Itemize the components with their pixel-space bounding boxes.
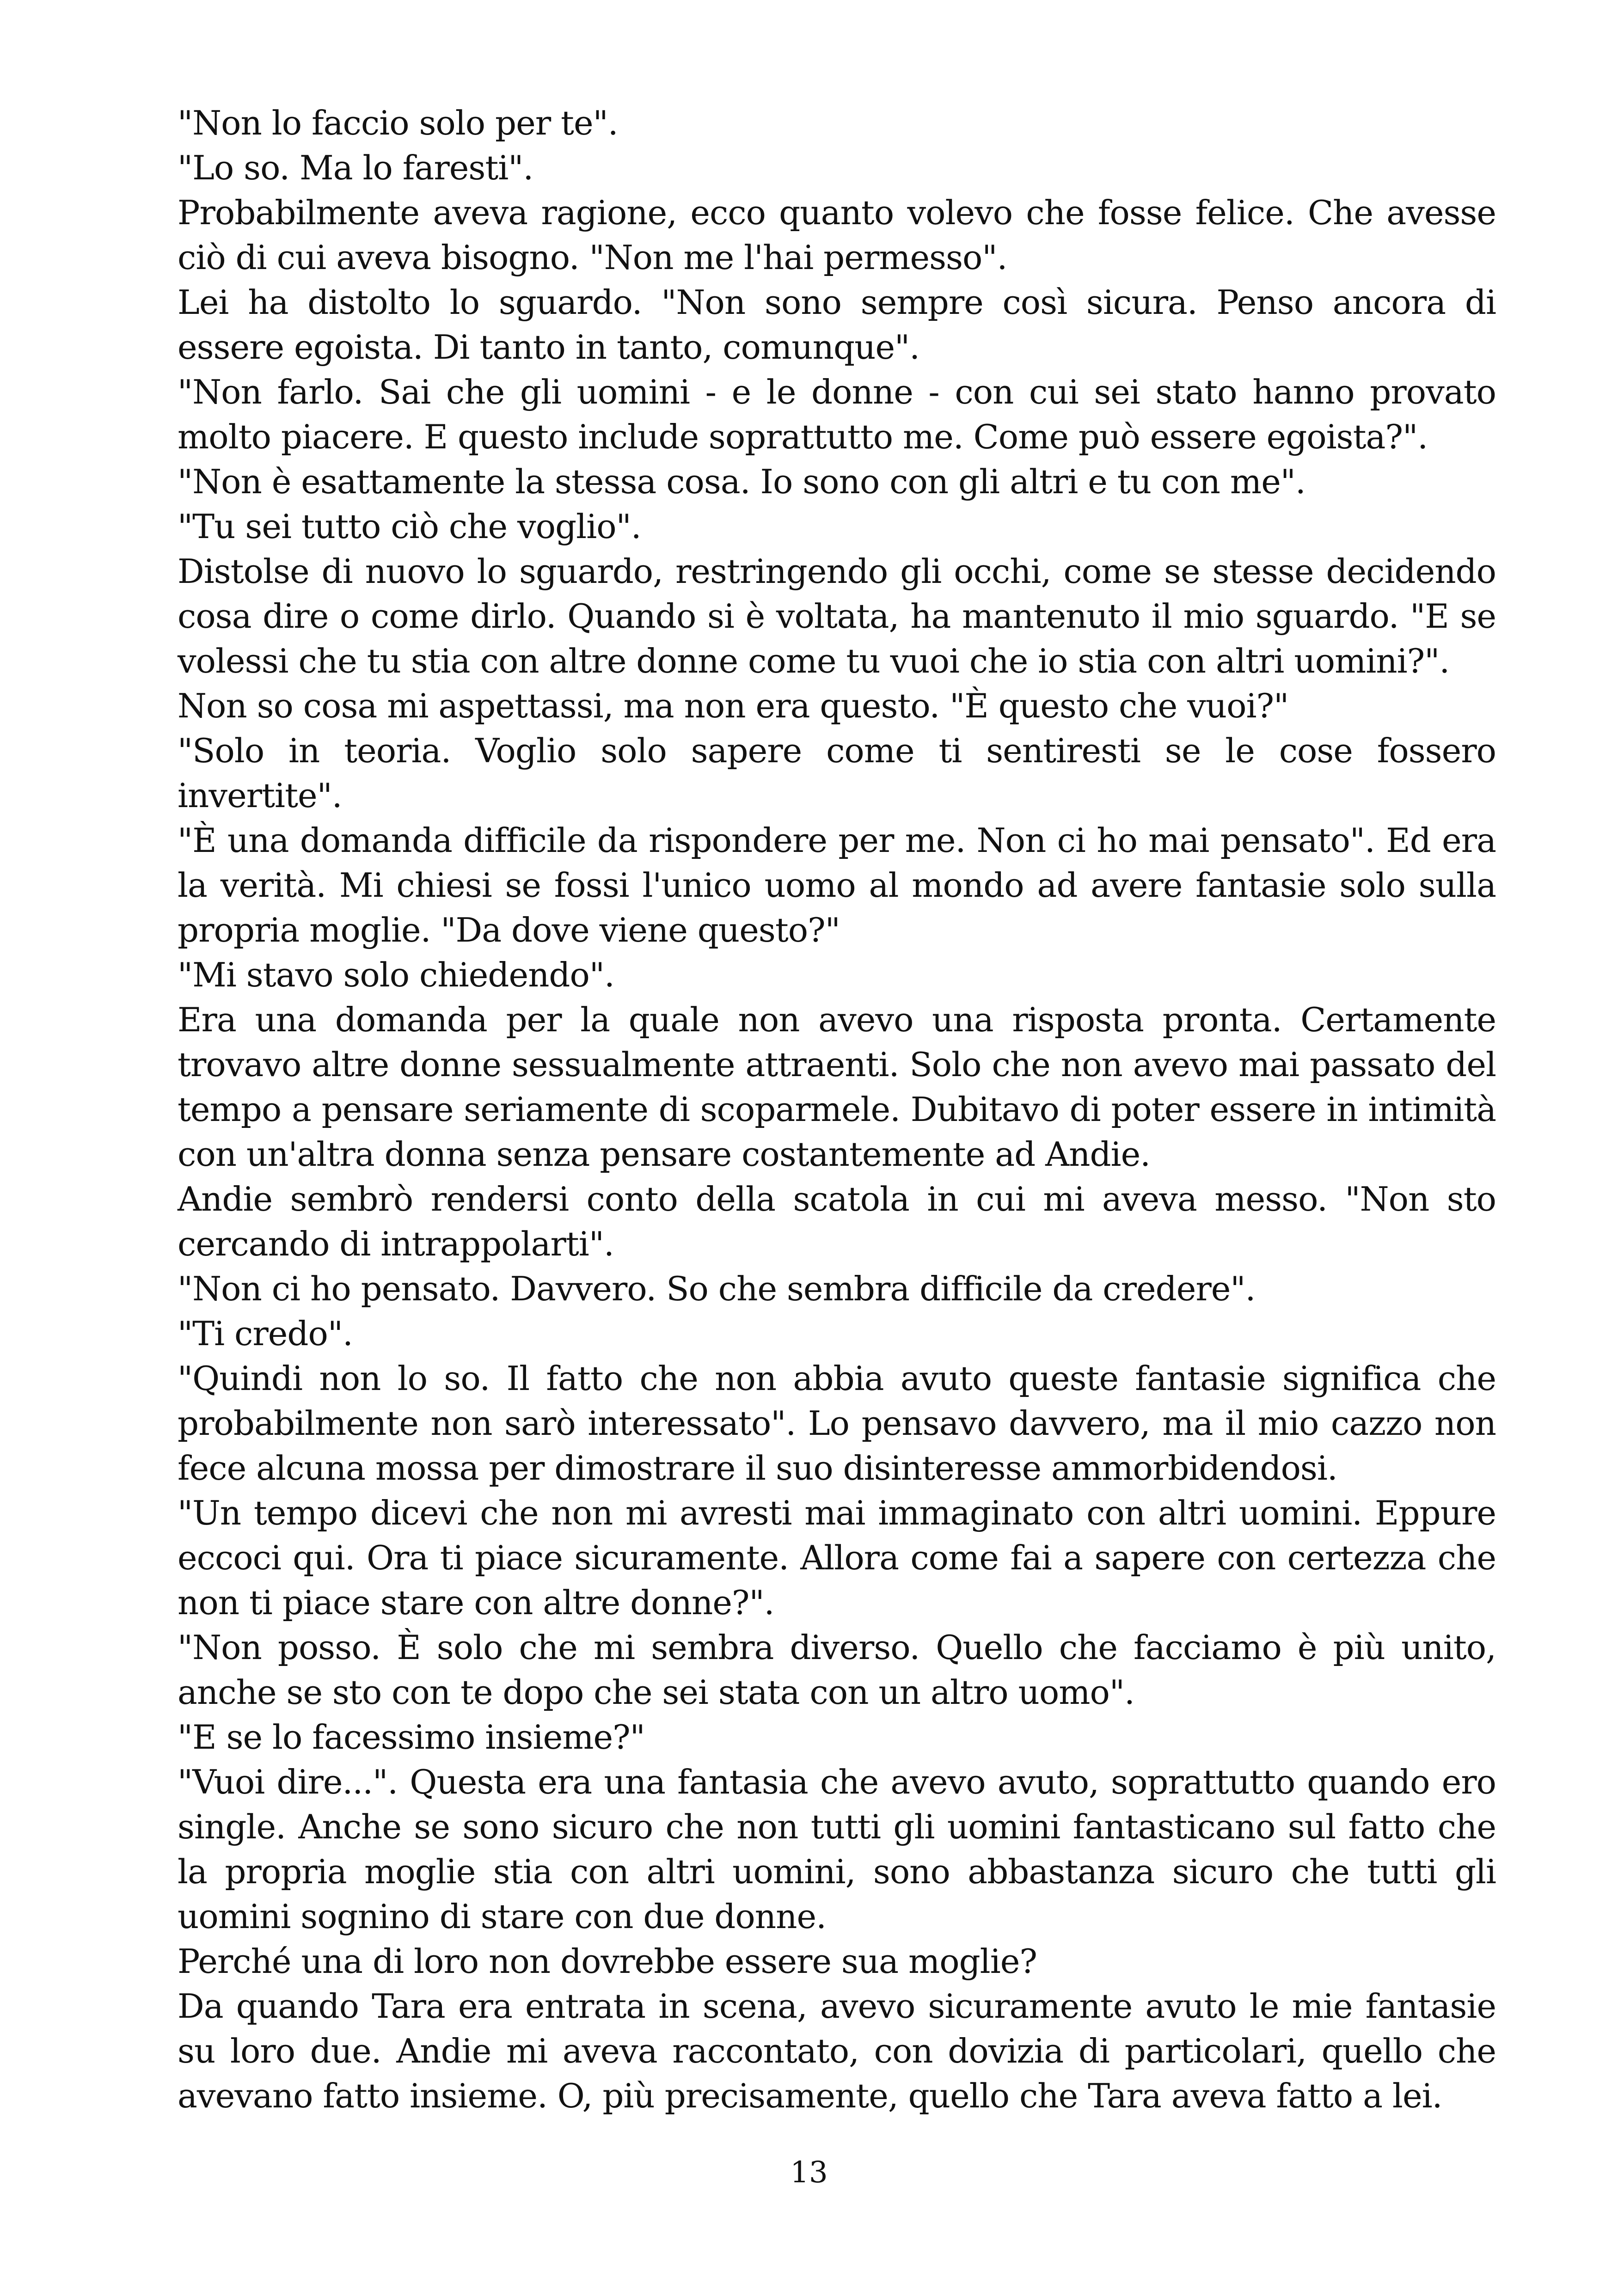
paragraph: "Un tempo dicevi che non mi avresti mai immaginato con altri uomini. Eppure eccoci qui. Ora ti piace sicuramente. Allora come fai a sapere con certezza che non ti piace stare con altre donne?".: [178, 1494, 1496, 1622]
paragraph: Probabilmente aveva ragione, ecco quanto volevo che fosse felice. Che avesse ciò di cui aveva bisogno. "Non me l'hai permesso".: [178, 193, 1496, 277]
paragraph: "Non posso. È solo che mi sembra diverso. Quello che facciamo è più unito, anche se sto con te dopo che sei stata con un altro uomo".: [178, 1628, 1496, 1712]
paragraph: Non so cosa mi aspettassi, ma non era questo. "È questo che vuoi?": [178, 686, 1289, 725]
paragraph: "Non è esattamente la stessa cosa. Io sono con gli altri e tu con me".: [178, 462, 1305, 501]
paragraph: "Non farlo. Sai che gli uomini - e le donne - con cui sei stato hanno provato molto piacere. E questo include soprattutto me. Come può essere egoista?".: [178, 373, 1496, 456]
paragraph: "Tu sei tutto ciò che voglio".: [178, 507, 641, 546]
page-number: 13: [790, 2155, 828, 2190]
paragraph: "Vuoi dire...". Questa era una fantasia che avevo avuto, soprattutto quando ero single. Anche se sono sicuro che non tutti gli uomini fantasticano sul fatto che la propria moglie stia con altri uomini, sono abbastanza sicuro che tutti gli uomini sognino di stare con due donne.: [178, 1763, 1496, 1936]
paragraph: Lei ha distolto lo sguardo. "Non sono sempre così sicura. Penso ancora di essere egoista. Di tanto in tanto, comunque".: [178, 283, 1496, 367]
body-text: [178, 101, 1496, 2118]
paragraph: Era una domanda per la quale non avevo una risposta pronta. Certamente trovavo altre donne sessualmente attraenti. Solo che non avevo mai passato del tempo a pensare seriamente di scoparmele. Dubitavo di poter essere in intimità con un'altra donna senza pensare costantemente ad Andie.: [178, 1000, 1496, 1174]
paragraph: "Solo in teoria. Voglio solo sapere come ti sentiresti se le cose fossero invertite".: [178, 731, 1496, 815]
paragraph: "Non ci ho pensato. Davvero. So che sembra difficile da credere".: [178, 1269, 1256, 1308]
paragraph: "Lo so. Ma lo faresti".: [178, 148, 533, 187]
paragraph: "È una domanda difficile da rispondere per me. Non ci ho mai pensato". Ed era la verità. Mi chiesi se fossi l'unico uomo al mondo ad avere fantasie solo sulla propria moglie. "Da dove viene questo?": [178, 821, 1496, 949]
paragraph: Andie sembrò rendersi conto della scatola in cui mi aveva messo. "Non sto cercando di intrappolarti".: [178, 1180, 1496, 1263]
paragraph: Da quando Tara era entrata in scena, avevo sicuramente avuto le mie fantasie su loro due. Andie mi aveva raccontato, con dovizia di particolari, quello che avevano fatto insieme. O, più precisamente, quello che Tara aveva fatto a lei.: [178, 1987, 1496, 2115]
paragraph: Distolse di nuovo lo sguardo, restringendo gli occhi, come se stesse decidendo cosa dire o come dirlo. Quando si è voltata, ha mantenuto il mio sguardo. "E se volessi che tu stia con altre donne come tu vuoi che io stia con altri uomini?".: [178, 552, 1496, 680]
paragraph: "Ti credo".: [178, 1314, 353, 1353]
paragraph: "E se lo facessimo insieme?": [178, 1718, 645, 1757]
paragraph: "Mi stavo solo chiedendo".: [178, 955, 614, 994]
paragraph: Perché una di loro non dovrebbe essere sua moglie?: [178, 1942, 1037, 1981]
paragraph: "Non lo faccio solo per te".: [178, 104, 618, 142]
paragraph: "Quindi non lo so. Il fatto che non abbia avuto queste fantasie significa che probabilmente non sarò interessato". Lo pensavo davvero, ma il mio cazzo non fece alcuna mossa per dimostrare il suo disinteresse ammorbidendosi.: [178, 1359, 1496, 1488]
